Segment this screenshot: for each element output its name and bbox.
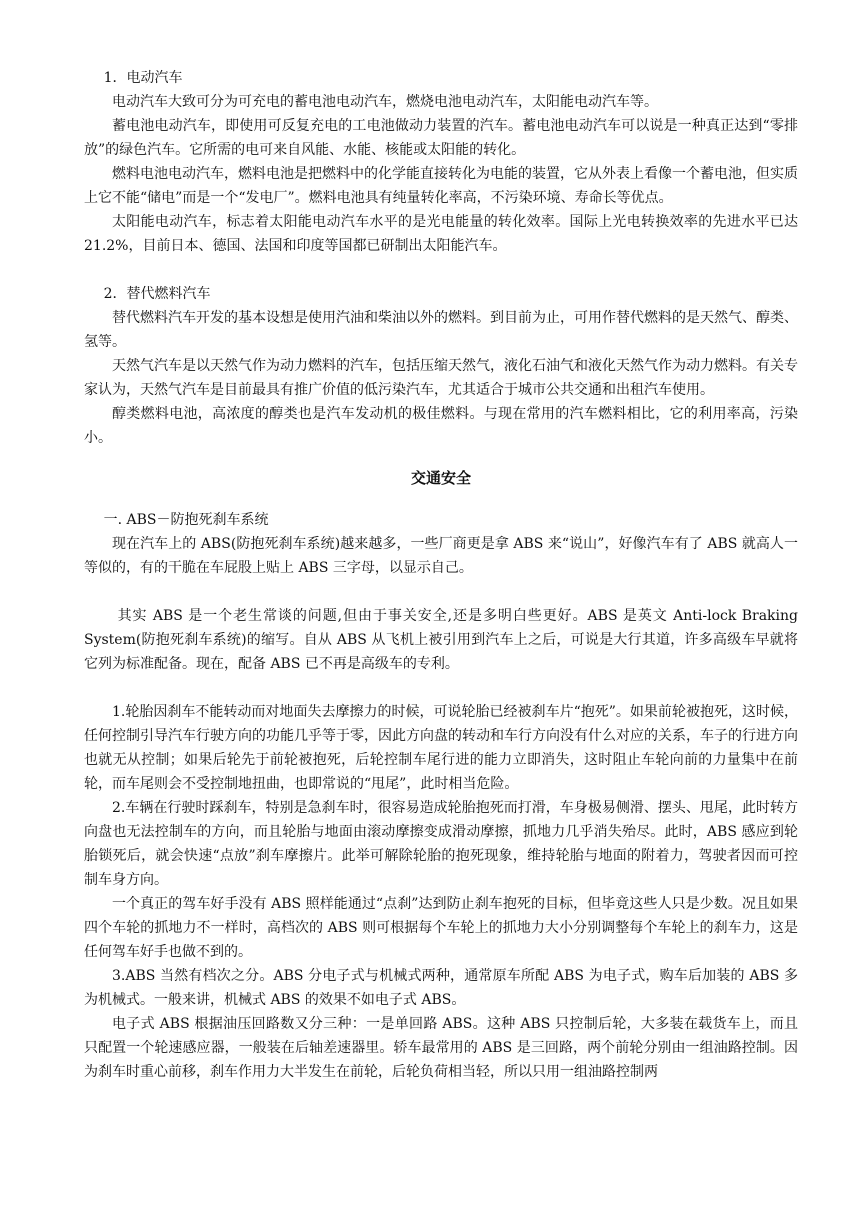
paragraph: 燃料电池电动汽车，燃料电池是把燃料中的化学能直接转化为电能的装置，它从外表上看像一个蓄电池，但实质上它不能“储电”而是一个“发电厂”。燃料电池具有纯量转化率高，不污染环境、寿命长等优点。 (84, 166, 798, 206)
paragraph: 电子式 ABS 根据油压回路数又分三种：一是单回路 ABS。这种 ABS 只控制后轮，大多装在载货车上，而且只配置一个轮速感应器，一般装在后轴差速器里。轿车最常用的 ABS 是三回路，两个前轮分别由一组油路控制。因为刹车时重心前移，刹车作用力大半发生在前轮，后轮负荷相当轻，所以只用一组油路控制两 (84, 1016, 798, 1080)
section-title-traffic-safety: 交通安全 (410, 469, 471, 487)
spacer (84, 676, 798, 700)
paragraph: 2.车辆在行驶时踩刹车，特别是急刹车时，很容易造成轮胎抱死而打滑，车身极易侧滑、摆头、甩尾，此时转方向盘也无法控制车的方向，而且轮胎与地面由滚动摩擦变成滑动摩擦，抓地力几乎消失殆尽。此时，ABS 感应到轮胎锁死后，就会快速“点放”刹车摩擦片。此举可解除轮胎的抱死现象，维持轮胎与地面的附着力，驾驶者因而可控制车身方向。 (84, 800, 798, 888)
spacer (84, 580, 798, 604)
paragraph: 蓄电池电动汽车，即使用可反复充电的工电池做动力装置的汽车。蓄电池电动汽车可以说是一种真正达到“零排放”的绿色汽车。它所需的电可来自风能、水能、核能或太阳能的转化。 (84, 118, 798, 158)
paragraph: 电动汽车大致可分为可充电的蓄电池电动汽车，燃烧电池电动汽车，太阳能电动汽车等。 (112, 94, 658, 110)
section-heading-electric-cars: 1．电动汽车 (103, 70, 183, 86)
paragraph: 一个真正的驾车好手没有 ABS 照样能通过“点刹”达到防止刹车抱死的目标，但毕竟这些人只是少数。况且如果四个车轮的抓地力不一样时，高档次的 ABS 则可根据每个车轮上的抓地力大小分别调整每个车轮上的刹车力，这是任何驾车好手也做不到的。 (84, 896, 798, 960)
document-page (84, 66, 798, 1084)
paragraph: 替代燃料汽车开发的基本设想是使用汽油和柴油以外的燃料。到目前为止，可用作替代燃料的是天然气、醇类、氢等。 (84, 310, 798, 350)
paragraph: 太阳能电动汽车，标志着太阳能电动汽车水平的是光电能量的转化效率。国际上光电转换效率的先进水平已达 21.2%，目前日本、德国、法国和印度等国都已研制出太阳能汽车。 (84, 214, 798, 254)
section-heading-alt-fuel: 2．替代燃料汽车 (103, 286, 211, 302)
paragraph: 1.轮胎因刹车不能转动而对地面失去摩擦力的时候，可说轮胎已经被刹车片“抱死”。如果前轮被抱死，这时候，任何控制引导汽车行驶方向的功能几乎等于零，因此方向盘的转动和车行方向没有什么对应的关系，车子的行进方向也就无从控制；如果后轮先于前轮被抱死，后轮控制车尾行进的能力立即消失，这时阻止车轮向前的力量集中在前轮，而车尾则会不受控制地扭曲，也即常说的“甩尾”，此时相当危险。 (84, 704, 798, 792)
section-heading-abs: 一. ABS－防抱死刹车系统 (103, 512, 269, 528)
paragraph: 现在汽车上的 ABS(防抱死刹车系统)越来越多，一些厂商更是拿 ABS 来“说山”，好像汽车有了 ABS 就高人一等似的，有的干脆在车屁股上贴上 ABS 三字母，以显示自己。 (84, 536, 798, 576)
spacer (84, 258, 798, 282)
paragraph: 醇类燃料电池，高浓度的醇类也是汽车发动机的极佳燃料。与现在常用的汽车燃料相比，它的利用率高，污染小。 (84, 406, 798, 446)
paragraph: 3.ABS 当然有档次之分。ABS 分电子式与机械式两种，通常原车所配 ABS 为电子式，购车后加装的 ABS 多为机械式。一般来讲，机械式 ABS 的效果不如电子式 ABS。 (84, 968, 798, 1008)
paragraph: 天然气汽车是以天然气作为动力燃料的汽车，包括压缩天然气，液化石油气和液化天然气作为动力燃料。有关专家认为，天然气汽车是目前最具有推广价值的低污染汽车，尤其适合于城市公共交通和出租汽车使用。 (84, 358, 798, 398)
paragraph: 其实 ABS 是一个老生常谈的问题,但由于事关安全,还是多明白些更好。ABS 是英文 Anti-lock Braking System(防抱死刹车系统)的缩写。自从 ABS 从飞机上被引用到汽车上之后，可说是大行其道，许多高级车早就将它列为标准配备。现在，配备 ABS 已不再是高级车的专利。 (84, 608, 798, 672)
